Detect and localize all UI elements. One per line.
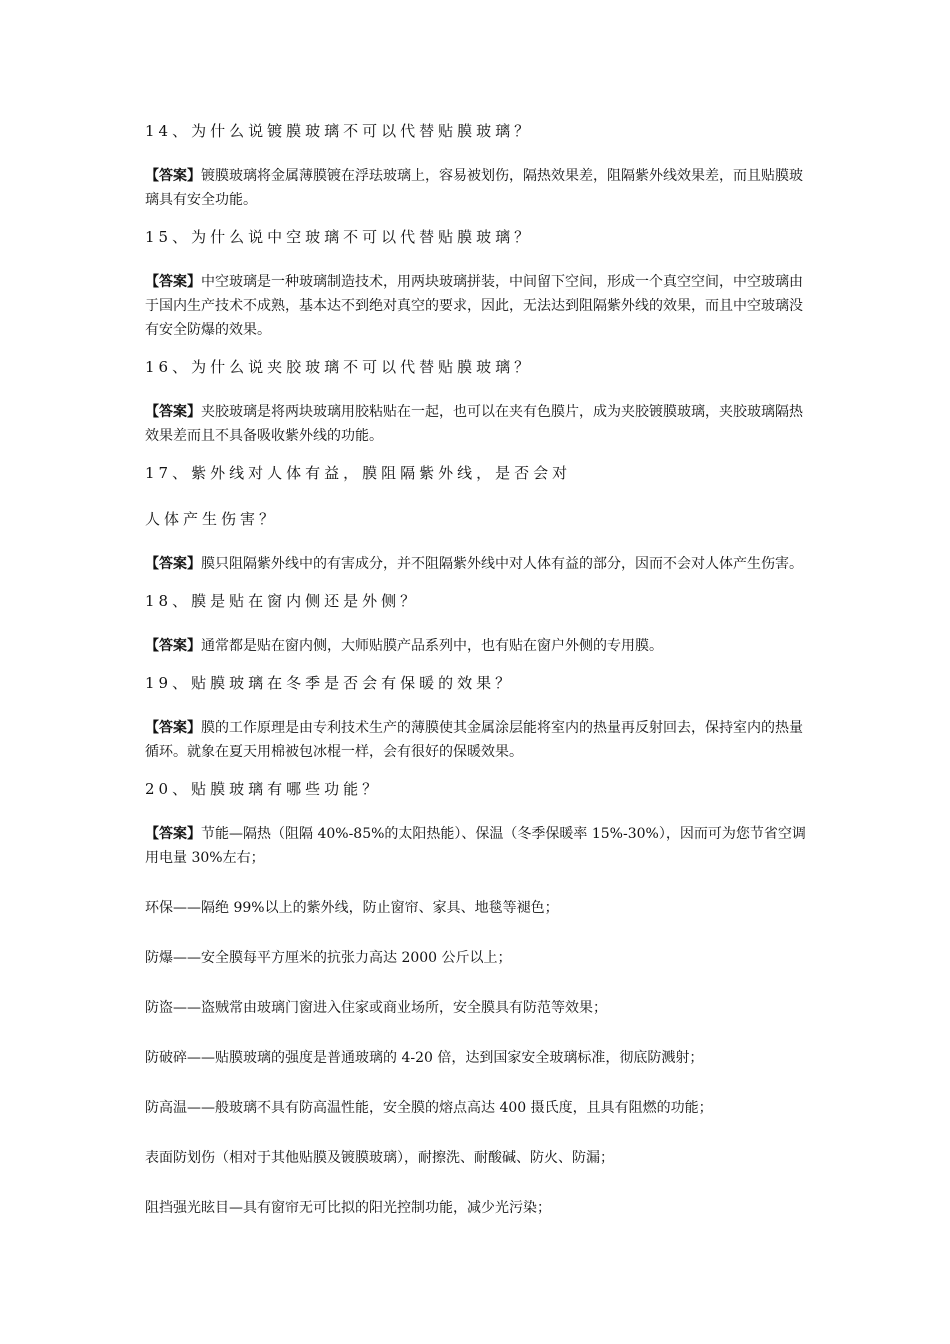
- answer-text: 膜只阻隔紫外线中的有害成分，并不阻隔紫外线中对人体有益的部分，因而不会对人体产生伤害。: [201, 556, 803, 572]
- answer-tag: 【答案】: [145, 720, 201, 736]
- qa-item-19: [145, 670, 815, 764]
- answer-tag: 【答案】: [145, 274, 201, 290]
- feature-paragraph: 防破碎——贴膜玻璃的强度是普通玻璃的 4-20 倍，达到国家安全玻璃标准，彻底防溅射；: [145, 1050, 704, 1066]
- question-heading: 17、紫外线对人体有益，膜阻隔紫外线，是否会对: [145, 464, 572, 482]
- answer-text: 中空玻璃是一种玻璃制造技术，用两块玻璃拼装，中间留下空间，形成一个真空空间，中空玻璃由于国内生产技术不成熟，基本达不到绝对真空的要求，因此，无法达到阻隔紫外线的效果，而且中空玻璃没有安全防爆的效果。: [145, 274, 803, 338]
- qa-item-18: [145, 588, 815, 658]
- feature-paragraph: 表面防划伤（相对于其他贴膜及镀膜玻璃），耐擦洗、耐酸碱、防火、防漏；: [145, 1150, 614, 1166]
- answer-paragraph: [145, 164, 815, 212]
- answer-tag: 【答案】: [145, 168, 201, 184]
- feature-paragraph: 环保——隔绝 99%以上的紫外线，防止窗帘、家具、地毯等褪色；: [145, 900, 559, 916]
- question-heading: 15、为什么说中空玻璃不可以代替贴膜玻璃？: [145, 228, 534, 246]
- answer-paragraph: [145, 270, 815, 342]
- feature-paragraph: 防高温——般玻璃不具有防高温性能，安全膜的熔点高达 400 摄氏度，且具有阻燃的功能；: [145, 1100, 713, 1116]
- question-heading: 20、贴膜玻璃有哪些功能？: [145, 780, 382, 798]
- answer-text: 镀膜玻璃将金属薄膜镀在浮珐玻璃上，容易被划伤，隔热效果差，阻隔紫外线效果差，而且贴膜玻璃具有安全功能。: [145, 168, 803, 208]
- question-heading: 18、膜是贴在窗内侧还是外侧？: [145, 592, 420, 610]
- feature-paragraph: 阻挡强光眩目—具有窗帘无可比拟的阳光控制功能，减少光污染；: [145, 1200, 551, 1216]
- feature-paragraph: 防爆——安全膜每平方厘米的抗张力高达 2000 公斤以上；: [145, 950, 512, 966]
- question-heading-continuation: 人体产生伤害？: [145, 510, 279, 528]
- qa-item-16: [145, 354, 815, 448]
- answer-tag: 【答案】: [145, 556, 201, 572]
- qa-item-17: [145, 460, 815, 576]
- answer-text: 节能—隔热（阻隔 40%-85%的太阳热能）、保温（冬季保暖率 15%-30%），因而可为您节省空调用电量 30%左右；: [145, 826, 806, 866]
- question-heading: 19、贴膜玻璃在冬季是否会有保暖的效果？: [145, 674, 515, 692]
- answer-paragraph: [145, 634, 815, 658]
- qa-item-20: [145, 776, 815, 870]
- answer-text: 夹胶玻璃是将两块玻璃用胶粘贴在一起，也可以在夹有色膜片，成为夹胶镀膜玻璃，夹胶玻璃隔热效果差而且不具备吸收紫外线的功能。: [145, 404, 803, 444]
- answer-paragraph: [145, 716, 815, 764]
- question-heading: 14、为什么说镀膜玻璃不可以代替贴膜玻璃？: [145, 122, 534, 140]
- answer-paragraph: [145, 552, 815, 576]
- qa-item-15: [145, 224, 815, 342]
- answer-text: 膜的工作原理是由专利技术生产的薄膜使其金属涂层能将室内的热量再反射回去，保持室内的热量循环。就象在夏天用棉被包冰棍一样，会有很好的保暖效果。: [145, 720, 803, 760]
- document-page: [145, 118, 815, 1220]
- qa-item-14: [145, 118, 815, 212]
- answer-paragraph: [145, 400, 815, 448]
- answer-tag: 【答案】: [145, 404, 201, 420]
- answer-tag: 【答案】: [145, 826, 201, 842]
- answer-paragraph: [145, 822, 815, 870]
- answer-text: 通常都是贴在窗内侧，大师贴膜产品系列中，也有贴在窗户外侧的专用膜。: [201, 638, 663, 654]
- feature-paragraph: 防盗——盗贼常由玻璃门窗进入住家或商业场所，安全膜具有防范等效果；: [145, 1000, 607, 1016]
- answer-tag: 【答案】: [145, 638, 201, 654]
- question-heading: 16、为什么说夹胶玻璃不可以代替贴膜玻璃？: [145, 358, 534, 376]
